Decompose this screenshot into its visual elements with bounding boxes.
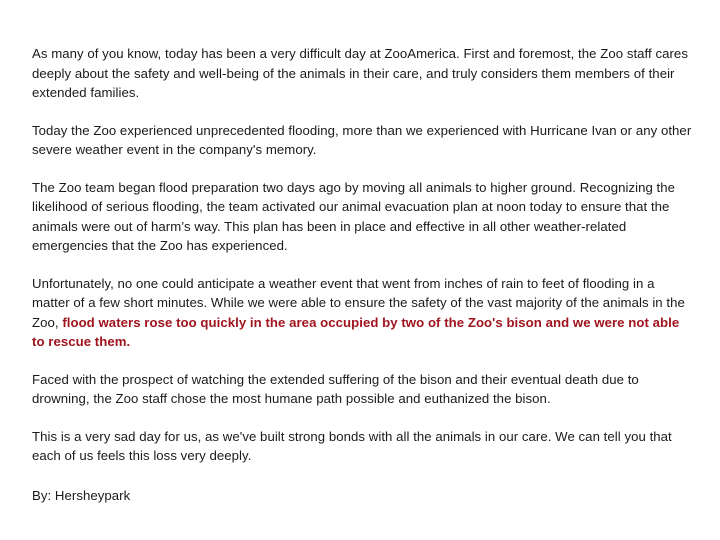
paragraph-intro: As many of you know, today has been a very difficult day at ZooAmerica. First and foremost, the Zoo staff cares deeply about the safety and well-being of the animals in their care, and truly considers them members of their extended families. (32, 46, 688, 100)
paragraph-euthanasia: Faced with the prospect of watching the extended suffering of the bison and their eventual death due to drowning, the Zoo staff chose the most humane path possible and euthanized the bison. (32, 371, 639, 406)
paragraph-bison-text: Unfortunately, no one could anticipate a weather event that went from inches of rain to feet of flooding in a matter of a few short minutes. While we were able to ensure the safety of the vast majority of the animals in the Zoo, (32, 275, 685, 330)
paragraph-closing: This is a very sad day for us, as we've built strong bonds with all the animals in our care. We can tell you that each of us feels this loss very deeply. (32, 428, 672, 463)
byline: By: Hersheypark (32, 487, 131, 503)
paragraph-bison (32, 274, 692, 352)
paragraph-preparation: The Zoo team began flood preparation two days ago by moving all animals to higher ground. Recognizing the likelihood of serious flooding, the team activated our animal evacuation plan at noon today to ensure that the animals were out of harm’s way. This plan has been in place and effective in all other weather-related emergencies that the Zoo has experienced. (32, 179, 676, 253)
paragraph-flooding: Today the Zoo experienced unprecedented flooding, more than we experienced with Hurricane Ivan or any other severe weather event in the company's memory. (32, 122, 692, 157)
emphasized-bison-statement: flood waters rose too quickly in the area occupied by two of the Zoo's bison and we were not able to rescue them. (32, 314, 680, 349)
